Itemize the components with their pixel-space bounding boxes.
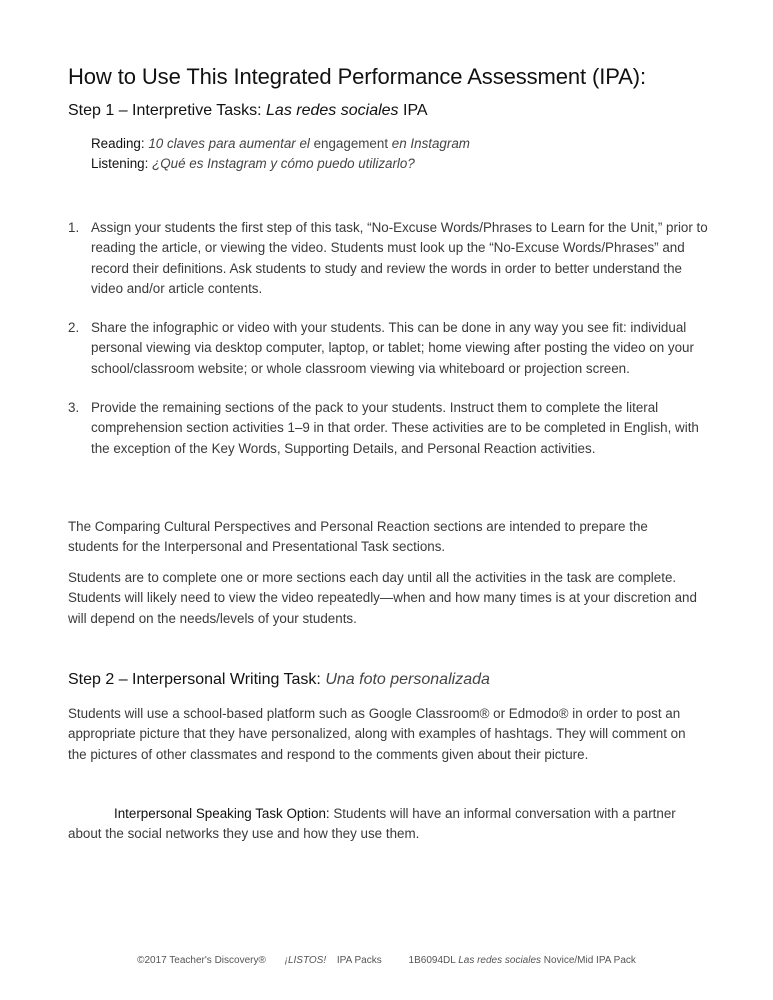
cultural-perspectives-paragraph: The Comparing Cultural Perspectives and Personal Reaction sections are intended to prepare the students for the Interpersonal and Presentational Task sections.	[68, 519, 648, 555]
reading-label: Reading:	[91, 136, 145, 151]
reading-title-b: en Instagram	[391, 136, 470, 151]
step2-heading	[68, 671, 490, 689]
list-item-number: 3.	[68, 400, 80, 416]
step1-heading-italic: Las redes sociales	[266, 102, 399, 119]
list-item-text: Assign your students the first step of this task, “No-Excuse Words/Phrases to Learn for the Unit,” prior to reading the article, or viewing the video. Students must look up the “No-Excuse Words/Phrases” and record their definitions. Ask students to study and review the words in order to better understand the video and/or article contents.	[91, 220, 708, 296]
footer-copyright: ©2017 Teacher's Discovery®	[137, 955, 266, 966]
footer-series	[285, 955, 390, 966]
footer-series-suffix: IPA Packs	[334, 955, 382, 966]
footer-pack-italic: Las redes sociales	[458, 955, 542, 966]
list-item-number: 2.	[68, 320, 80, 336]
step1-heading-prefix: Step 1 – Interpretive Tasks:	[68, 102, 267, 119]
step1-heading-suffix: IPA	[398, 102, 428, 119]
daily-sections-paragraph: Students are to complete one or more sections each day until all the activities in the task are complete. Students will likely need to view the video repeatedly—when and how many times is at your discretion and will depend on the needs/levels of your students.	[68, 570, 697, 626]
list-item-number: 1.	[68, 220, 80, 235]
list-item	[68, 218, 708, 299]
list-item-text: Provide the remaining sections of the pack to your students. Instruct them to complete the literal comprehension section activities 1–9 in that order. These activities are to be completed in English, with the exception of the Key Words, Supporting Details, and Personal Reaction activities.	[91, 400, 699, 456]
step2-body: Students will use a school-based platform such as Google Classroom® or Edmodo® in order to post an appropriate picture that they have personalized, along with examples of hashtags. They will comment on the pictures of other classmates and respond to the comments given about their picture.	[68, 706, 686, 762]
footer-pack-suffix: Novice/Mid IPA Pack	[541, 955, 636, 966]
speaking-option-paragraph	[68, 804, 698, 845]
task-list	[68, 218, 708, 478]
listening-title: ¿Qué es Instagram y cómo puedo utilizarlo?	[152, 156, 415, 171]
footer-pack	[409, 955, 636, 966]
page-footer	[0, 955, 773, 966]
reading-title-plain: engagement	[309, 136, 392, 151]
footer-pack-code: 1B6094DL	[408, 955, 459, 966]
step1-heading	[68, 102, 428, 120]
speaking-option-label: Interpersonal Speaking Task Option:	[114, 806, 330, 821]
listening-source	[91, 156, 415, 171]
reading-source	[91, 136, 470, 151]
page-title: How to Use This Integrated Performance Assessment (IPA):	[68, 64, 647, 89]
list-item-text: Share the infographic or video with your students. This can be done in any way you see fit: individual personal viewing via desktop computer, laptop, or tablet; home viewing after posting the video on your school/classroom website; or whole classroom viewing via whiteboard or projection screen.	[91, 320, 694, 376]
step2-heading-prefix: Step 2 – Interpersonal Writing Task:	[68, 671, 326, 688]
list-item	[68, 398, 708, 459]
list-item	[68, 318, 708, 379]
speaking-option-text: Students will have an informal conversation with a partner about the social networks they use and how they use them.	[68, 806, 676, 842]
footer-series-italic: ¡LISTOS!	[284, 955, 327, 966]
step2-heading-italic: Una foto personalizada	[325, 671, 490, 688]
listening-label: Listening:	[91, 156, 149, 171]
reading-title-a: 10 claves para aumentar el	[148, 136, 310, 151]
